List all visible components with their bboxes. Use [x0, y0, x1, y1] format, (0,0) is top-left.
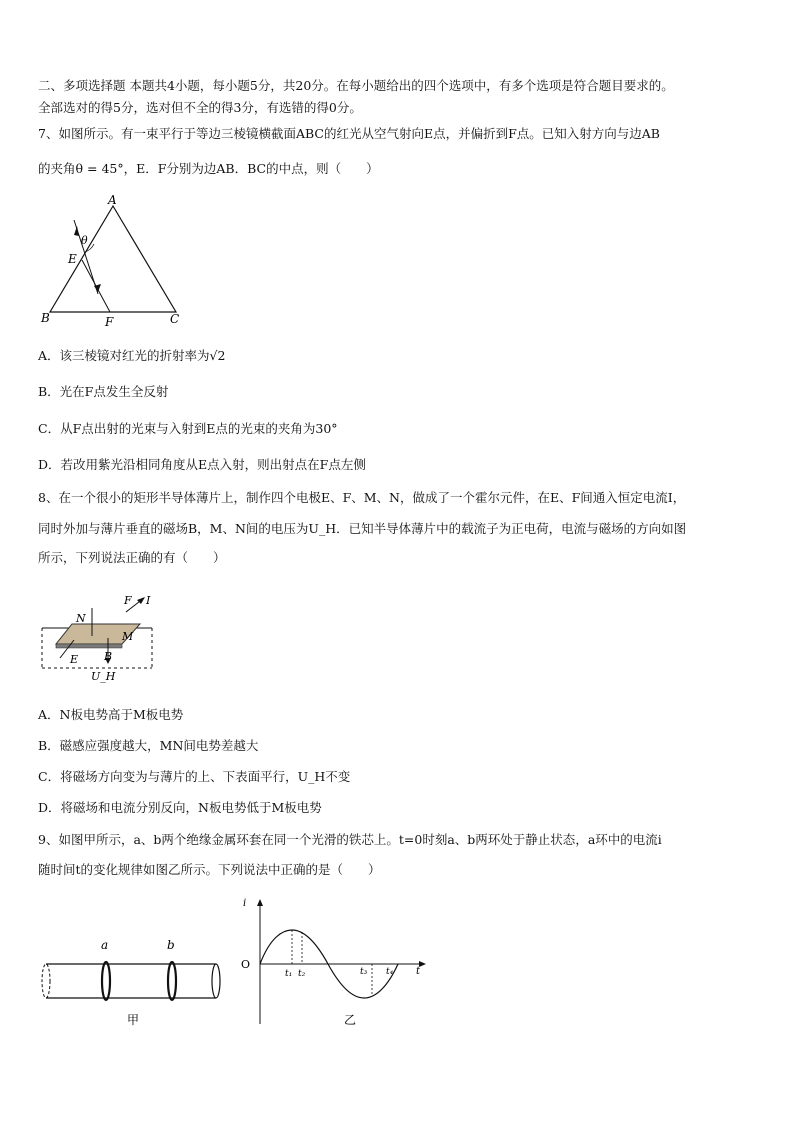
- section-instruction-line2: 全部选对的得5分，选对但不全的得3分，有选错的得0分。: [38, 100, 362, 115]
- label-t1: t₁: [285, 969, 293, 979]
- q8-stem-line1: 8、在一个很小的矩形半导体薄片上，制作四个电极E、F、M、N，做成了一个霍尔元件，在E、F间通入恒定电流I，: [38, 490, 686, 505]
- q8-option-d: D．将磁场和电流分别反向，N板电势低于M板电势: [38, 800, 322, 815]
- label-I: I: [146, 594, 151, 607]
- label-B: B: [104, 650, 113, 663]
- label-N: N: [76, 612, 86, 625]
- q9-stem-line1: 9、如图甲所示，a、b两个绝缘金属环套在同一个光滑的铁芯上。t=0时刻a、b两环处于静止状态，a环中的电流i: [38, 832, 662, 847]
- q7-option-b: B．光在F点发生全反射: [38, 384, 169, 399]
- q8-option-c: C．将磁场方向变为与薄片的上、下表面平行，U_H不变: [38, 769, 351, 784]
- label-A: A: [108, 193, 117, 207]
- ring-b: [168, 962, 176, 1000]
- label-t3: t₃: [360, 967, 368, 977]
- q7-option-d: D．若改用紫光沿相同角度从E点入射，则出射点在F点左侧: [38, 457, 366, 472]
- section-instruction-line1: 二、多项选择题 本题共4小题，每小题5分，共20分。在每小题给出的四个选项中，有多个选项是符合题目要求的。: [38, 78, 674, 93]
- core-left-end: [42, 964, 50, 998]
- q9-stem-line2: 随时间t的变化规律如图乙所示。下列说法中正确的是（ ）: [38, 862, 381, 877]
- label-B: B: [41, 311, 50, 325]
- plate-edge: [56, 644, 122, 648]
- caption-jia: 甲: [127, 1013, 140, 1027]
- label-O: O: [241, 958, 251, 971]
- label-t4: t₄: [386, 967, 394, 977]
- t-axis-arrow: [419, 961, 426, 967]
- label-F: F: [105, 315, 114, 329]
- q9-core-figure: [38, 932, 228, 1027]
- q8-option-b: B．磁感应强度越大，MN间电势差越大: [38, 738, 259, 753]
- q8-stem-line3: 所示，下列说法正确的有（ ）: [38, 550, 226, 565]
- label-UH: U_H: [91, 670, 116, 683]
- label-C: C: [170, 312, 180, 326]
- label-theta: θ: [81, 234, 88, 247]
- q8-hall-figure: [38, 588, 163, 686]
- core-right-end: [212, 964, 220, 998]
- label-M: M: [122, 630, 134, 643]
- incident-arrow: [74, 226, 79, 236]
- ring-a: [102, 962, 110, 1000]
- q7-option-c: C．从F点出射的光束与入射到E点的光束的夹角为30°: [38, 421, 338, 436]
- label-t: t: [416, 966, 421, 977]
- q7-stem-line1: 7、如图所示。有一束平行于等边三棱镜横截面ABC的红光从空气射向E点，并偏折到F点。已知入射方向与边AB: [38, 126, 660, 141]
- q8-stem-line2: 同时外加与薄片垂直的磁场B，M、N间的电压为U_H．已知半导体薄片中的载流子为正电荷，电流与磁场的方向如图: [38, 521, 687, 536]
- refracted-ray: [82, 260, 110, 312]
- q7-option-a: A．该三棱镜对红光的折射率为√2: [38, 348, 226, 363]
- label-F: F: [124, 594, 132, 607]
- q7-prism-figure: [38, 192, 188, 332]
- q7-stem-line2: 的夹角θ = 45°，E．F分别为边AB．BC的中点，则（ ）: [38, 161, 379, 176]
- label-i: i: [243, 898, 247, 909]
- caption-yi: 乙: [344, 1013, 357, 1027]
- label-b: b: [167, 938, 175, 952]
- label-E: E: [70, 653, 79, 666]
- label-t2: t₂: [298, 969, 306, 979]
- q8-option-a: A．N板电势高于M板电势: [38, 707, 184, 722]
- label-E: E: [68, 252, 77, 266]
- i-axis-arrow: [257, 899, 263, 906]
- label-a: a: [101, 938, 109, 952]
- q9-current-graph: [236, 896, 436, 1031]
